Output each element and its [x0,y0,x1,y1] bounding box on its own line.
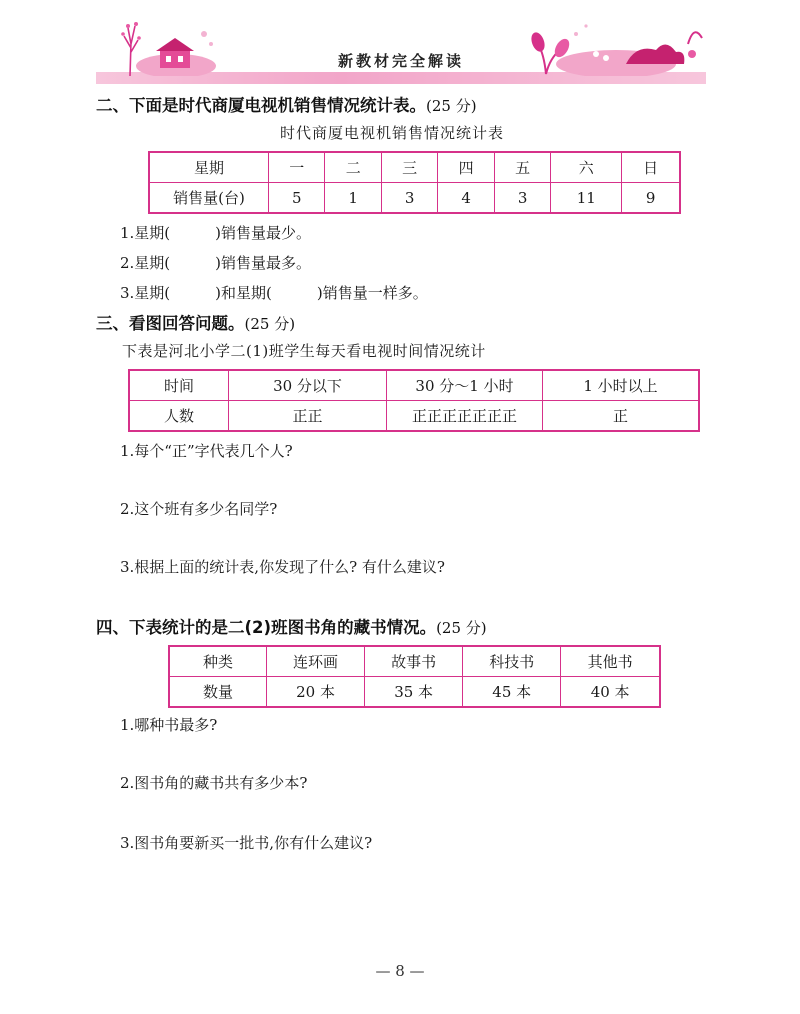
question-2-1: 1.星期( )销售量最少。 [120,224,312,242]
table-cell: 9 [622,183,680,214]
table-header-row [149,152,680,183]
table-cell: 30 分～1 小时 [387,370,543,401]
table-cell: 1 [325,183,381,214]
table-cell: 30 分以下 [229,370,387,401]
table-cell: 其他书 [561,646,660,677]
section-3-intro: 下表是河北小学二(1)班学生每天看电视时间情况统计 [122,342,486,360]
tv-time-table [128,369,700,432]
table-cell: 4 [438,183,494,214]
table-cell: 5 [269,183,325,214]
table-cell: 1 小时以上 [543,370,700,401]
page-number: — 8 — [375,962,425,980]
table-cell: 四 [438,152,494,183]
question-4-1: 1.哪种书最多? [120,716,218,734]
tv-sales-table [148,151,681,214]
section-2-title-text: 二、下面是时代商厦电视机销售情况统计表。 [96,96,426,115]
table-header-row [129,370,699,401]
question-3-2: 2.这个班有多少名同学? [120,500,278,518]
table-caption: 时代商厦电视机销售情况统计表 [280,124,505,142]
table-cell: 40 本 [561,677,660,708]
table-cell: 3 [494,183,550,214]
table-cell: 销售量(台) [149,183,269,214]
section-2-title [96,92,477,116]
section-2-points: (25 分) [426,97,477,115]
table-cell: 一 [269,152,325,183]
table-cell: 正正 [229,401,387,432]
question-3-1: 1.每个“正”字代表几个人? [120,442,293,460]
table-cell: 五 [494,152,550,183]
table-cell: 六 [551,152,622,183]
section-4-points: (25 分) [436,619,487,637]
table-cell: 3 [381,183,437,214]
table-cell: 人数 [129,401,229,432]
table-cell: 20 本 [267,677,365,708]
table-cell: 连环画 [267,646,365,677]
question-2-2: 2.星期( )销售量最多。 [120,254,312,272]
table-cell: 数量 [169,677,267,708]
question-2-3: 3.星期( )和星期( )销售量一样多。 [120,284,428,302]
table-row [169,677,660,708]
table-cell: 种类 [169,646,267,677]
section-4-title [96,614,487,638]
header-banner [96,14,706,84]
book-corner-table [168,645,661,708]
table-row [149,183,680,214]
question-4-3: 3.图书角要新买一批书,你有什么建议? [120,834,373,852]
table-cell: 科技书 [463,646,561,677]
question-4-2: 2.图书角的藏书共有多少本? [120,774,308,792]
table-cell: 11 [551,183,622,214]
question-3-3: 3.根据上面的统计表,你发现了什么? 有什么建议? [120,558,445,576]
table-cell: 45 本 [463,677,561,708]
section-4-title-text: 四、下表统计的是二(2)班图书角的藏书情况。 [96,618,437,637]
header-title: 新教材完全解读 [337,52,464,70]
section-3-points: (25 分) [244,315,296,333]
table-header-row [169,646,660,677]
table-cell: 正正正正正正正 [387,401,543,432]
table-row [129,401,699,432]
table-cell: 三 [381,152,437,183]
table-cell: 二 [325,152,381,183]
table-cell: 正 [543,401,700,432]
section-3-title [96,310,295,334]
table-cell: 日 [622,152,680,183]
table-cell: 故事书 [365,646,463,677]
table-cell: 星期 [149,152,269,183]
table-cell: 时间 [129,370,229,401]
table-cell: 35 本 [365,677,463,708]
section-3-title-text: 三、看图回答问题。 [96,314,245,333]
